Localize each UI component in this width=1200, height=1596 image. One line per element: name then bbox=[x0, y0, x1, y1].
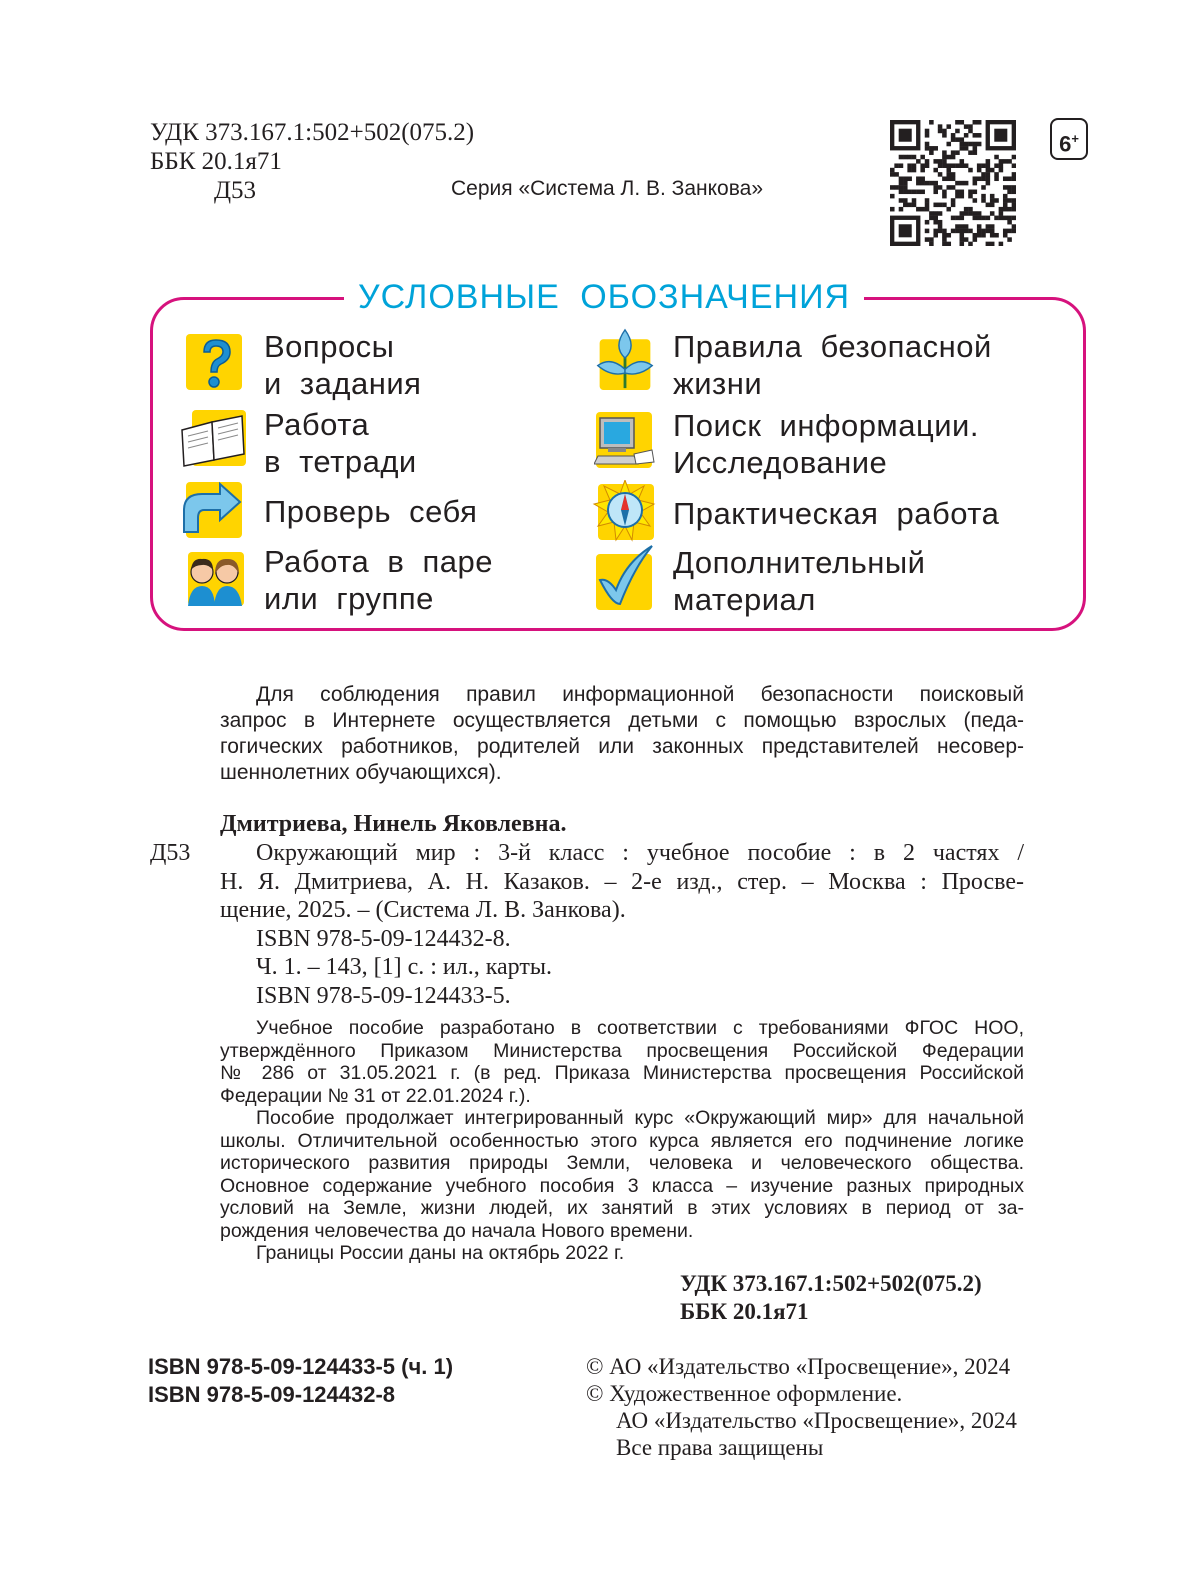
annotation-line: условий на Земле, жизни людей, их занятий в этих условиях в период от за- bbox=[220, 1197, 1024, 1219]
annotation-line: № 286 от 31.05.2021 г. (в ред. Приказа Министерства просвещения Российской bbox=[220, 1062, 1024, 1084]
legend-label-line: материал bbox=[673, 582, 816, 617]
annotation-line: Учебное пособие разработано в соответствии с требованиями ФГОС НОО, bbox=[256, 1017, 1024, 1039]
isbn-block bbox=[148, 1353, 453, 1409]
age-rating-plus: + bbox=[1071, 131, 1079, 146]
annotation-line: Пособие продолжает интегрированный курс «Окружающий мир» для начальной bbox=[256, 1107, 1024, 1129]
internet-safety-note bbox=[220, 682, 1024, 786]
legend-label-line: жизни bbox=[673, 366, 763, 401]
note-line: гогических работников, родителей или законных представителей несовер- bbox=[220, 735, 1024, 758]
annotation-line: школы. Отличительной особенностью этого курса является его подчинение логике bbox=[220, 1129, 1024, 1152]
bib-isbn-full: ISBN 978-5-09-124432-8. bbox=[256, 925, 511, 952]
legend-label-questions bbox=[264, 328, 421, 402]
note-line: запрос в Интернете осуществляется детьми с помощью взрослых (педа- bbox=[220, 709, 1024, 732]
question-icon bbox=[184, 332, 246, 394]
header-udk: УДК 373.167.1:502+502(075.2) bbox=[150, 119, 475, 146]
note-line: шеннолетних обучающихся). bbox=[220, 761, 502, 784]
legend-label-line: Работа в паре bbox=[264, 544, 493, 579]
isbn-full-line: ISBN 978-5-09-124432-8 bbox=[148, 1382, 396, 1407]
legend-label-notebook bbox=[264, 406, 417, 480]
compass-icon bbox=[592, 480, 658, 544]
header-code: Д53 bbox=[214, 177, 257, 204]
copyright-line: © Художественное оформление. bbox=[586, 1381, 903, 1406]
copyright-block bbox=[586, 1353, 1017, 1461]
legend-label-line: и задания bbox=[264, 366, 422, 401]
header-bbk: ББК 20.1я71 bbox=[150, 148, 282, 175]
legend-label-line: Правила безопасной bbox=[673, 329, 992, 364]
annotation-line: рождения человечества до начала Нового времени. bbox=[220, 1219, 694, 1242]
copyright-line: © АО «Издательство «Просвещение», 2024 bbox=[586, 1354, 1011, 1379]
annotation-line: утверждённого Приказом Министерства просвещения Российской Федерации bbox=[220, 1039, 1024, 1062]
checkmark-icon bbox=[594, 544, 656, 610]
legend-label-line: Работа bbox=[264, 407, 370, 442]
legend-label-line: Дополнительный bbox=[673, 545, 926, 580]
legend-label-line: в тетради bbox=[264, 444, 417, 479]
notebook-icon bbox=[180, 408, 248, 470]
isbn-part-line: ISBN 978-5-09-124433-5 (ч. 1) bbox=[148, 1354, 454, 1379]
pair-children-icon bbox=[182, 548, 248, 610]
bib-isbn-part: ISBN 978-5-09-124433-5. bbox=[256, 982, 511, 1009]
note-line: Для соблюдения правил информационной безопасности поисковый bbox=[256, 683, 1024, 706]
bib-part: Ч. 1. – 143, [1] с. : ил., карты. bbox=[256, 954, 552, 980]
annotation-line: Границы России даны на октябрь 2022 г. bbox=[256, 1242, 625, 1264]
legend-label-line: или группе bbox=[264, 581, 434, 616]
legend-label-pair-work bbox=[264, 543, 493, 617]
classification-bbk: ББК 20.1я71 bbox=[680, 1299, 809, 1324]
annotation-line: Основное содержание учебного пособия 3 класса – изучение разных природных bbox=[220, 1174, 1024, 1197]
annotation-line: Федерации № 31 от 22.01.2024 г.). bbox=[220, 1084, 531, 1107]
legend-label-safety bbox=[673, 328, 992, 402]
legend-label-line: Исследование bbox=[673, 445, 888, 480]
legend-label-practical bbox=[673, 495, 999, 532]
legend-label-extra bbox=[673, 544, 925, 618]
copyright-line: АО «Издательство «Просвещение», 2024 bbox=[616, 1408, 1017, 1433]
qr-code-icon[interactable] bbox=[890, 120, 1016, 246]
author-name: Дмитриева, Нинель Яковлевна. bbox=[220, 811, 567, 837]
computer-icon bbox=[594, 410, 656, 472]
bib-line: Окружающий мир : 3-й класс : учебное пособие : в 2 частях / bbox=[256, 840, 1024, 866]
classification-block bbox=[680, 1270, 982, 1326]
age-rating-badge bbox=[1050, 118, 1088, 160]
arrow-check-icon bbox=[176, 480, 244, 542]
legend-label-line: Вопросы bbox=[264, 329, 395, 364]
series-title: Серия «Система Л. В. Занкова» bbox=[451, 177, 764, 200]
legend-title: УСЛОВНЫЕ ОБОЗНАЧЕНИЯ bbox=[344, 276, 864, 318]
copyright-line: Все права защищены bbox=[616, 1435, 824, 1460]
legend-label-line: Практическая работа bbox=[673, 496, 1000, 531]
legend-label-self-check bbox=[264, 493, 477, 530]
bib-line: щение, 2025. – (Система Л. В. Занкова). bbox=[220, 897, 626, 923]
annotation-text bbox=[220, 1017, 1024, 1265]
age-rating-number: 6 bbox=[1059, 131, 1072, 157]
classification-udk: УДК 373.167.1:502+502(075.2) bbox=[680, 1271, 982, 1296]
bib-line: Н. Я. Дмитриева, А. Н. Казаков. – 2-е изд., стер. – Москва : Просве- bbox=[220, 868, 1024, 895]
bib-code: Д53 bbox=[150, 840, 191, 866]
sprout-icon bbox=[592, 328, 658, 390]
legend-label-research bbox=[673, 407, 979, 481]
bib-record bbox=[220, 839, 1024, 1010]
legend-label-line: Проверь себя bbox=[264, 494, 478, 529]
legend-label-line: Поиск информации. bbox=[673, 408, 979, 443]
annotation-line: исторического развития природы Земли, человека и человеческого общества. bbox=[220, 1152, 1024, 1174]
